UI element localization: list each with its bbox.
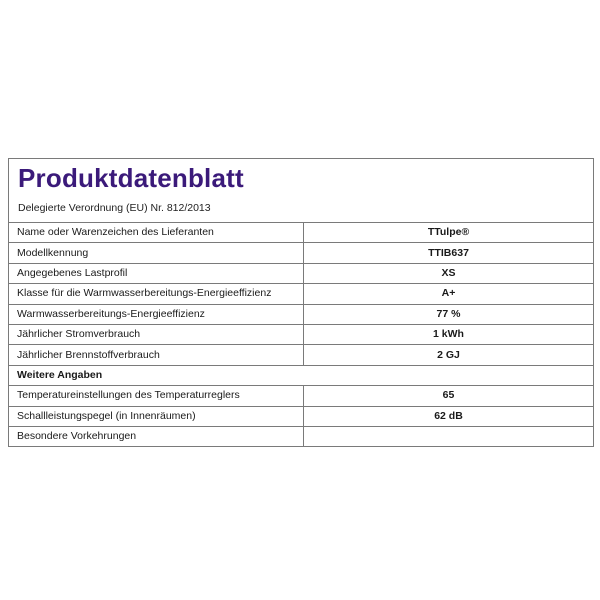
table-row [9, 243, 593, 263]
row-label: Warmwasserbereitungs-Energieeffizienz [9, 304, 304, 324]
table-row [9, 406, 593, 426]
row-value: A+ [304, 284, 594, 304]
row-label: Angegebenes Lastprofil [9, 263, 304, 283]
row-value: TTIB637 [304, 243, 594, 263]
product-data-table [9, 222, 593, 446]
row-value: 1 kWh [304, 324, 594, 344]
row-value [304, 426, 594, 446]
section-heading-row [9, 365, 593, 385]
page-title: Produktdatenblatt [18, 163, 244, 193]
row-value: 62 dB [304, 406, 594, 426]
row-label: Modellkennung [9, 243, 304, 263]
row-label: Name oder Warenzeichen des Lieferanten [9, 223, 304, 243]
row-value: 2 GJ [304, 345, 594, 365]
table-row [9, 324, 593, 344]
row-label: Schallleistungspegel (in Innenräumen) [9, 406, 304, 426]
row-label: Besondere Vorkehrungen [9, 426, 304, 446]
row-value: 77 % [304, 304, 594, 324]
row-value: XS [304, 263, 594, 283]
table-row [9, 426, 593, 446]
table-row [9, 223, 593, 243]
table-row [9, 386, 593, 406]
table-row [9, 304, 593, 324]
section-heading: Weitere Angaben [9, 365, 593, 385]
row-label: Jährlicher Brennstoffverbrauch [9, 345, 304, 365]
row-label: Temperatureinstellungen des Temperaturreglers [9, 386, 304, 406]
table-row [9, 345, 593, 365]
table-row [9, 263, 593, 283]
regulation-subtitle: Delegierte Verordnung (EU) Nr. 812/2013 [18, 202, 211, 214]
row-value: TTulpe® [304, 223, 594, 243]
row-value: 65 [304, 386, 594, 406]
row-label: Jährlicher Stromverbrauch [9, 324, 304, 344]
product-data-sheet [8, 158, 594, 447]
table-row [9, 284, 593, 304]
row-label: Klasse für die Warmwasserbereitungs-Energieeffizienz [9, 284, 304, 304]
